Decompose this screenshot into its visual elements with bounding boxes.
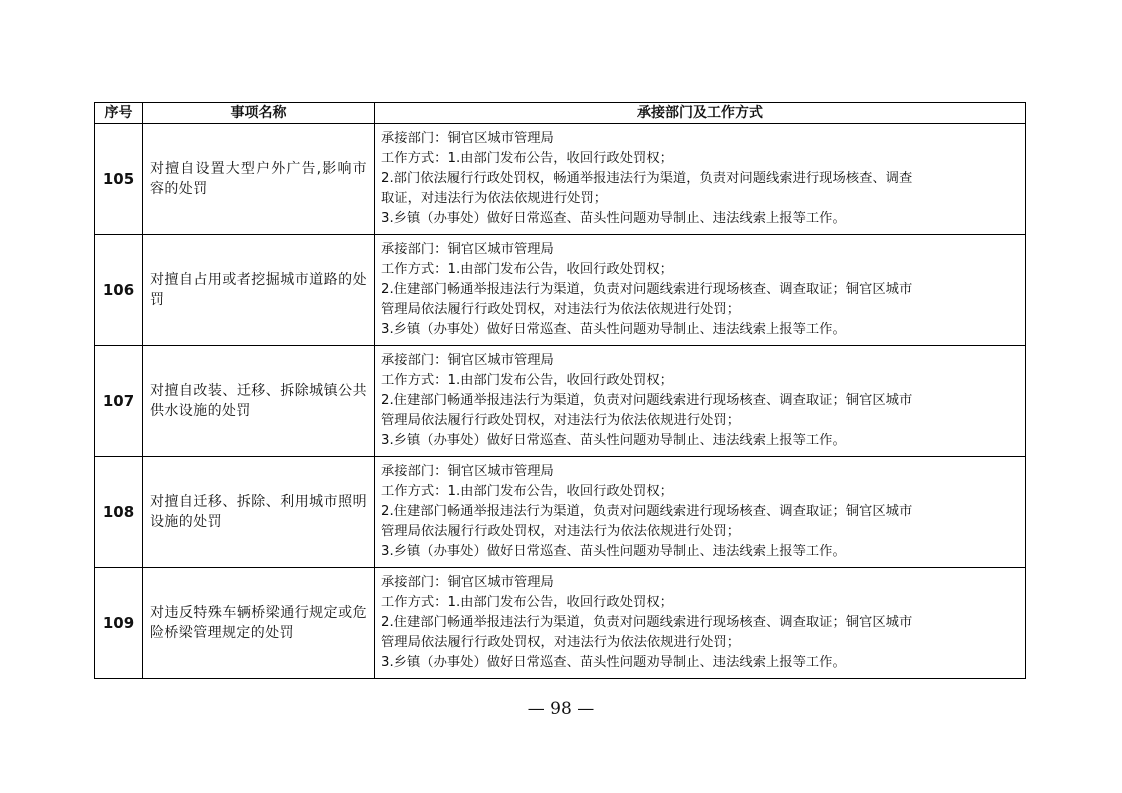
row-serial-number: 107 (95, 346, 143, 457)
dept-line: 承接部门：铜官区城市管理局 (381, 353, 554, 368)
dept-line: 工作方式：1.由部门发布公告，收回行政处罚权； (381, 484, 673, 499)
dept-line: 承接部门：铜官区城市管理局 (381, 131, 554, 146)
header-item-name: 事项名称 (143, 103, 375, 124)
table-row (95, 346, 1026, 457)
row-department-method (375, 124, 1026, 235)
dept-line: 承接部门：铜官区城市管理局 (381, 464, 554, 479)
row-department-method (375, 235, 1026, 346)
table-row (95, 457, 1026, 568)
dept-line: 管理局依法履行行政处罚权，对违法行为依法依规进行处罚； (381, 413, 741, 428)
table-row (95, 124, 1026, 235)
dept-line: 2.住建部门畅通举报违法行为渠道，负责对问题线索进行现场核查、调查取证；铜官区城市 (381, 615, 913, 630)
dept-line: 工作方式：1.由部门发布公告，收回行政处罚权； (381, 151, 673, 166)
row-item-name: 对擅自占用或者挖掘城市道路的处罚 (143, 235, 375, 346)
header-serial-number: 序号 (95, 103, 143, 124)
table-row (95, 235, 1026, 346)
dept-line: 管理局依法履行行政处罚权，对违法行为依法依规进行处罚； (381, 635, 741, 650)
row-department-method (375, 457, 1026, 568)
matters-table (94, 102, 1026, 679)
dept-line: 管理局依法履行行政处罚权，对违法行为依法依规进行处罚； (381, 524, 741, 539)
table-header-row (95, 103, 1026, 124)
dept-line: 承接部门：铜官区城市管理局 (381, 242, 554, 257)
dept-line: 工作方式：1.由部门发布公告，收回行政处罚权； (381, 373, 673, 388)
dept-line: 承接部门：铜官区城市管理局 (381, 575, 554, 590)
row-serial-number: 108 (95, 457, 143, 568)
dept-line: 3.乡镇（办事处）做好日常巡查、苗头性问题劝导制止、违法线索上报等工作。 (381, 655, 846, 670)
dept-line: 3.乡镇（办事处）做好日常巡查、苗头性问题劝导制止、违法线索上报等工作。 (381, 544, 846, 559)
row-item-name: 对擅自设置大型户外广告,影响市容的处罚 (143, 124, 375, 235)
row-department-method (375, 346, 1026, 457)
row-item-name: 对擅自迁移、拆除、利用城市照明设施的处罚 (143, 457, 375, 568)
table-row (95, 568, 1026, 679)
dept-line: 取证，对违法行为依法依规进行处罚； (381, 191, 608, 206)
dept-line: 3.乡镇（办事处）做好日常巡查、苗头性问题劝导制止、违法线索上报等工作。 (381, 211, 846, 226)
dept-line: 2.住建部门畅通举报违法行为渠道，负责对问题线索进行现场核查、调查取证；铜官区城市 (381, 504, 913, 519)
row-item-name: 对违反特殊车辆桥梁通行规定或危险桥梁管理规定的处罚 (143, 568, 375, 679)
header-department-method: 承接部门及工作方式 (375, 103, 1026, 124)
row-item-name: 对擅自改装、迁移、拆除城镇公共供水设施的处罚 (143, 346, 375, 457)
dept-line: 3.乡镇（办事处）做好日常巡查、苗头性问题劝导制止、违法线索上报等工作。 (381, 433, 846, 448)
page-number: — 98 — (527, 699, 595, 719)
dept-line: 2.住建部门畅通举报违法行为渠道，负责对问题线索进行现场核查、调查取证；铜官区城市 (381, 282, 913, 297)
row-serial-number: 106 (95, 235, 143, 346)
dept-line: 工作方式：1.由部门发布公告，收回行政处罚权； (381, 262, 673, 277)
dept-line: 管理局依法履行行政处罚权，对违法行为依法依规进行处罚； (381, 302, 741, 317)
dept-line: 2.部门依法履行行政处罚权，畅通举报违法行为渠道，负责对问题线索进行现场核查、调查 (381, 171, 913, 186)
row-serial-number: 105 (95, 124, 143, 235)
row-serial-number: 109 (95, 568, 143, 679)
dept-line: 3.乡镇（办事处）做好日常巡查、苗头性问题劝导制止、违法线索上报等工作。 (381, 322, 846, 337)
dept-line: 工作方式：1.由部门发布公告，收回行政处罚权； (381, 595, 673, 610)
row-department-method (375, 568, 1026, 679)
dept-line: 2.住建部门畅通举报违法行为渠道，负责对问题线索进行现场核查、调查取证；铜官区城市 (381, 393, 913, 408)
